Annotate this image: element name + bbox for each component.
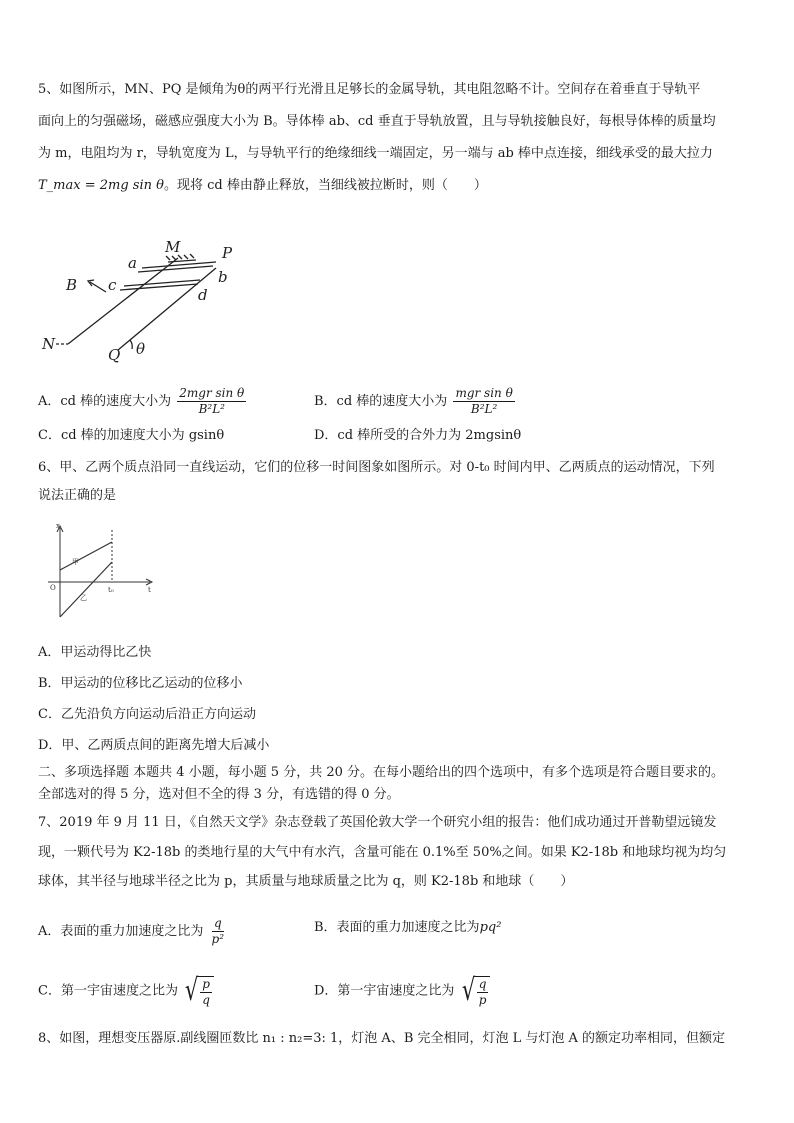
q5-option-b-fraction <box>453 386 514 417</box>
q6-graph <box>38 522 158 622</box>
graph-y-label: x <box>56 522 60 530</box>
q5-line-4 <box>38 176 487 196</box>
q5-line-2: 面向上的匀强磁场，磁感应强度大小为 B。导体棒 ab、cd 垂直于导轨放置，且与导轨接触良好，每根导体棒的质量均 <box>38 114 716 129</box>
q5-option-a-fraction <box>177 386 246 417</box>
q7-option-c <box>38 972 214 1010</box>
q7-option-a-text: A．表面的重力加速度之比为 <box>38 924 204 939</box>
q6-option-c: C．乙先沿负方向运动后沿正方向运动 <box>38 707 256 722</box>
q8-line-1: 8、如图，理想变压器原.副线圈匝数比 n₁ : n₂=3: 1，灯泡 A、B 完全相同，灯泡 L 与灯泡 A 的额定功率相同，但额定 <box>38 1031 726 1046</box>
q7-option-a-numerator: q <box>213 916 222 930</box>
graph-label-yi: 乙 <box>80 594 87 602</box>
q5-option-d: D．cd 棒所受的合外力为 2mgsinθ <box>314 428 522 443</box>
label-N: N <box>42 335 56 353</box>
label-B: B <box>66 276 78 294</box>
section-2-line-1: 二、多项选择题 本题共 4 小题，每小题 5 分，共 20 分。在每小题给出的四个选项中，有多个选项是符合题目要求的。 <box>38 765 725 780</box>
q7-line-3: 球体，其半径与地球半径之比为 p，其质量与地球质量之比为 q，则 K2-18b 和地球（ ） <box>38 874 574 889</box>
q7-line-1: 7、2019 年 9 月 11 日，《自然天文学》杂志登载了英国伦敦大学一个研究小组的报告：他们成功通过开普勒望远镜发 <box>38 815 717 830</box>
q6-option-d: D．甲、乙两质点间的距离先增大后减小 <box>38 738 270 753</box>
q5-option-b-text: B．cd 棒的速度大小为 <box>314 394 448 409</box>
label-d: d <box>198 286 208 304</box>
rail-mn <box>68 258 178 344</box>
label-M: M <box>165 238 181 256</box>
q7-option-d-denominator: p <box>478 993 487 1007</box>
q5-tmax-formula: T_max = 2mg sin θ <box>38 178 164 193</box>
q7-option-c-denominator: q <box>202 993 210 1007</box>
q6-line-2: 说法正确的是 <box>38 488 117 503</box>
q5-option-a-numerator: 2mgr sin θ <box>179 386 245 400</box>
q5-option-b-denominator: B²L² <box>470 402 498 416</box>
q5-option-c: C．cd 棒的加速度大小为 gsinθ <box>38 428 225 443</box>
graph-x-label: t <box>148 586 151 594</box>
label-P: P <box>222 244 233 262</box>
line-yi <box>60 562 112 617</box>
q7-option-a-denominator: p² <box>211 932 225 946</box>
q5-option-b <box>314 386 517 417</box>
q5-option-a-denominator: B²L² <box>198 402 225 416</box>
q7-option-a <box>38 916 228 947</box>
rail-pq <box>118 268 216 350</box>
label-a: a <box>128 254 137 272</box>
graph-label-jia: 甲 <box>72 558 79 566</box>
label-b: b <box>218 268 228 286</box>
q7-option-b-expression: pq² <box>479 920 502 935</box>
q7-line-2: 现，一颗代号为 K2-18b 的类地行星的大气中有水汽，含量可能在 0.1%至 50%之间。如果 K2-18b 和地球均视为均匀 <box>38 845 727 860</box>
q5-figure <box>38 232 233 364</box>
q7-option-d-numerator: q <box>478 977 487 991</box>
q5-option-a <box>38 386 248 417</box>
q7-option-c-text: C．第一宇宙速度之比为 <box>38 983 178 999</box>
label-Q: Q <box>108 346 121 364</box>
q5-line-3: 为 m，电阻均为 r，导轨宽度为 L，与导轨平行的绝缘细线一端固定，另一端与 ab 棒中点连接，细线承受的最大拉力 <box>38 146 713 161</box>
q6-line-1: 6、甲、乙两个质点沿同一直线运动，它们的位移一时间图象如图所示。对 0-t₀ 时间内甲、乙两质点的运动情况，下列 <box>38 460 715 475</box>
q7-option-b-text: B．表面的重力加速度之比为 <box>314 920 480 935</box>
label-theta: θ <box>136 340 146 358</box>
label-c: c <box>108 276 117 294</box>
q7-option-c-sqrt: √ $\frac{p}{q}$ <box>182 972 214 1010</box>
q5-option-a-text: A．cd 棒的速度大小为 <box>38 394 172 409</box>
q6-option-b: B．甲运动的位移比乙运动的位移小 <box>38 676 243 691</box>
q5-option-b-numerator: mgr sin θ <box>455 386 513 400</box>
graph-t0: t₀ <box>108 586 114 594</box>
q7-option-a-fraction <box>210 916 227 947</box>
section-2-line-2: 全部选对的得 5 分，选对但不全的得 3 分，有选错的得 0 分。 <box>38 787 400 802</box>
q6-option-a: A．甲运动得比乙快 <box>38 645 152 660</box>
line-jia <box>60 542 112 570</box>
q7-option-d <box>314 972 490 1010</box>
q7-option-d-sqrt: √ $\frac{q}{p}$ <box>459 972 491 1010</box>
q7-option-b <box>314 918 501 938</box>
q5-line-1: 5、如图所示，MN、PQ 是倾角为θ的两平行光滑且足够长的金属导轨，其电阻忽略不计。空间存在着垂直于导轨平 <box>38 82 701 97</box>
graph-origin: O <box>50 584 56 592</box>
q5-line-4-text: 。现将 cd 棒由静止释放，当细线被拉断时，则（ ） <box>163 178 487 193</box>
q7-option-d-text: D．第一宇宙速度之比为 <box>314 983 455 999</box>
q7-option-c-numerator: p <box>202 977 210 991</box>
